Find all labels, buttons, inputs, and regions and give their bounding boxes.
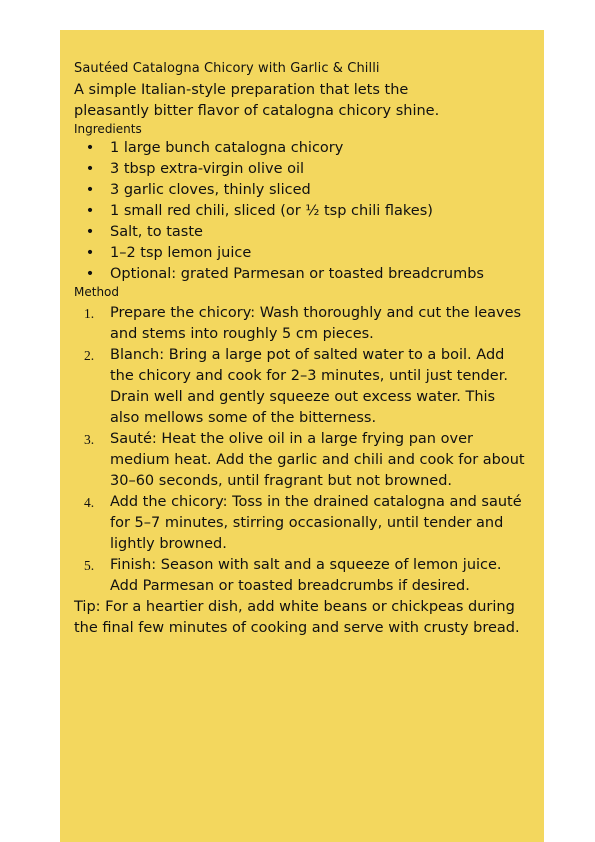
- recipe-tip: Tip: For a heartier dish, add white beans or chickpeas during the final few minutes of cooking and serve with crusty bread.: [74, 599, 520, 636]
- ingredients-list: [74, 138, 530, 285]
- recipe-card: [60, 30, 544, 842]
- recipe-title: Sautéed Catalogna Chicory with Garlic & Chilli: [74, 61, 380, 76]
- step-number: 2.: [84, 348, 95, 363]
- step-number: 4.: [84, 495, 95, 510]
- ingredient-text: 1–2 tsp lemon juice: [110, 245, 252, 261]
- ingredient-item: [74, 243, 530, 264]
- bullet-icon: •: [85, 140, 95, 156]
- step-number: 1.: [84, 306, 95, 321]
- step-text: Blanch: Bring a large pot of salted water to a boil. Add the chicory and cook for 2–3 minutes, until just tender. Drain well and gently squeeze out excess water. This also mellows some of the bitterness.: [110, 347, 508, 426]
- method-step: [74, 303, 530, 345]
- method-step: [74, 429, 530, 492]
- method-list: [74, 303, 530, 597]
- step-number: 5.: [84, 558, 95, 573]
- method-step: [74, 555, 530, 597]
- step-text: Prepare the chicory: Wash thoroughly and cut the leaves and stems into roughly 5 cm pieces.: [110, 305, 522, 342]
- ingredient-item: [74, 159, 530, 180]
- step-text: Add the chicory: Toss in the drained catalogna and sauté for 5–7 minutes, stirring occasionally, until tender and lightly browned.: [110, 494, 522, 552]
- bullet-icon: •: [85, 182, 95, 198]
- step-text: Finish: Season with salt and a squeeze of lemon juice. Add Parmesan or toasted breadcrumbs if desired.: [110, 557, 502, 594]
- bullet-icon: •: [85, 266, 95, 282]
- ingredient-item: [74, 222, 530, 243]
- recipe-intro: A simple Italian-style preparation that lets the pleasantly bitter flavor of catalogna chicory shine.: [74, 82, 440, 119]
- ingredient-text: 3 tbsp extra-virgin olive oil: [110, 161, 305, 177]
- bullet-icon: •: [85, 161, 95, 177]
- ingredient-text: 3 garlic cloves, thinly sliced: [110, 182, 311, 198]
- ingredient-item: [74, 201, 530, 222]
- step-number: 3.: [84, 432, 95, 447]
- bullet-icon: •: [85, 203, 95, 219]
- ingredients-heading: Ingredients: [74, 122, 142, 136]
- step-text: Sauté: Heat the olive oil in a large frying pan over medium heat. Add the garlic and chili and cook for about 30–60 seconds, until fragrant but not browned.: [110, 431, 525, 489]
- method-heading: Method: [74, 285, 120, 299]
- ingredient-item: [74, 138, 530, 159]
- method-step: [74, 492, 530, 555]
- ingredient-text: Salt, to taste: [110, 224, 203, 240]
- ingredient-item: [74, 264, 530, 285]
- bullet-icon: •: [85, 245, 95, 261]
- bullet-icon: •: [85, 224, 95, 240]
- ingredient-text: 1 small red chili, sliced (or ½ tsp chili flakes): [110, 203, 433, 219]
- method-step: [74, 345, 530, 429]
- ingredient-text: Optional: grated Parmesan or toasted breadcrumbs: [110, 266, 484, 282]
- ingredient-item: [74, 180, 530, 201]
- ingredient-text: 1 large bunch catalogna chicory: [110, 140, 344, 156]
